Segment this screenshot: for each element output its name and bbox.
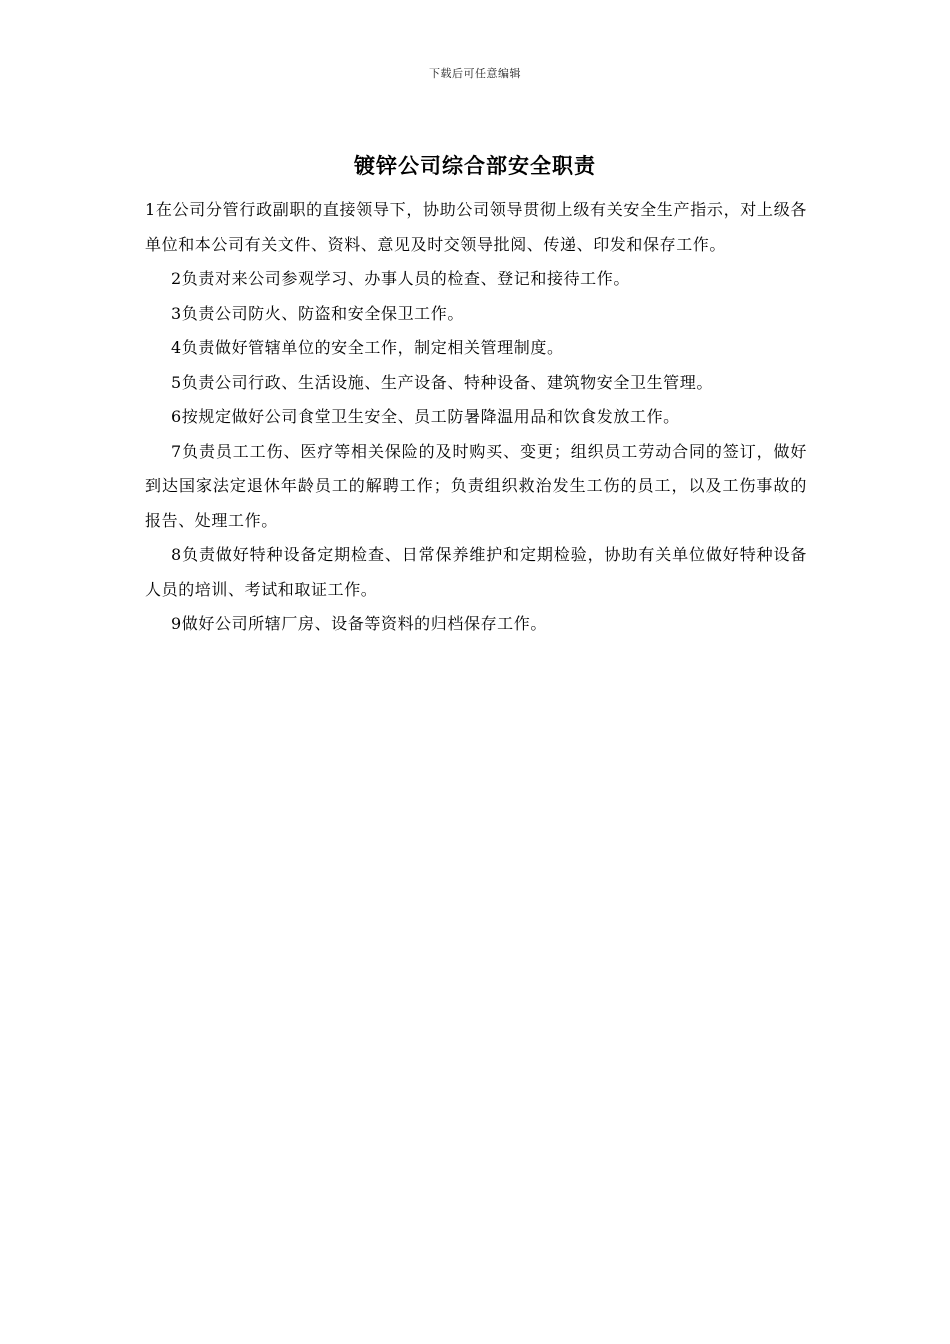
paragraph-7: 7负责员工工伤、医疗等相关保险的及时购买、变更；组织员工劳动合同的签订，做好到达国家法定退休年龄员工的解聘工作；负责组织救治发生工伤的员工，以及工伤事故的报告、处理工作。: [145, 441, 807, 530]
paragraph-4: 4负责做好管辖单位的安全工作，制定相关管理制度。: [171, 338, 564, 357]
paragraph-5: 5负责公司行政、生活设施、生产设备、特种设备、建筑物安全卫生管理。: [171, 372, 713, 392]
document-title: 镀锌公司综合部安全职责: [354, 153, 596, 178]
paragraph-8: 8负责做好特种设备定期检查、日常保养维护和定期检验，协助有关单位做好特种设备人员的培训、考试和取证工作。: [145, 545, 807, 599]
paragraph-9: 9做好公司所辖厂房、设备等资料的归档保存工作。: [171, 614, 547, 633]
paragraph-6: 6按规定做好公司食堂卫生安全、员工防暑降温用品和饮食发放工作。: [171, 407, 680, 426]
document-body: [145, 193, 807, 642]
header-note: 下载后可任意编辑: [429, 67, 521, 80]
paragraph-1: 1在公司分管行政副职的直接领导下，协助公司领导贯彻上级有关安全生产指示，对上级各单位和本公司有关文件、资料、意见及时交领导批阅、传递、印发和保存工作。: [145, 200, 807, 254]
paragraph-2: 2负责对来公司参观学习、办事人员的检查、登记和接待工作。: [171, 269, 630, 288]
paragraph-3: 3负责公司防火、防盗和安全保卫工作。: [171, 303, 464, 323]
